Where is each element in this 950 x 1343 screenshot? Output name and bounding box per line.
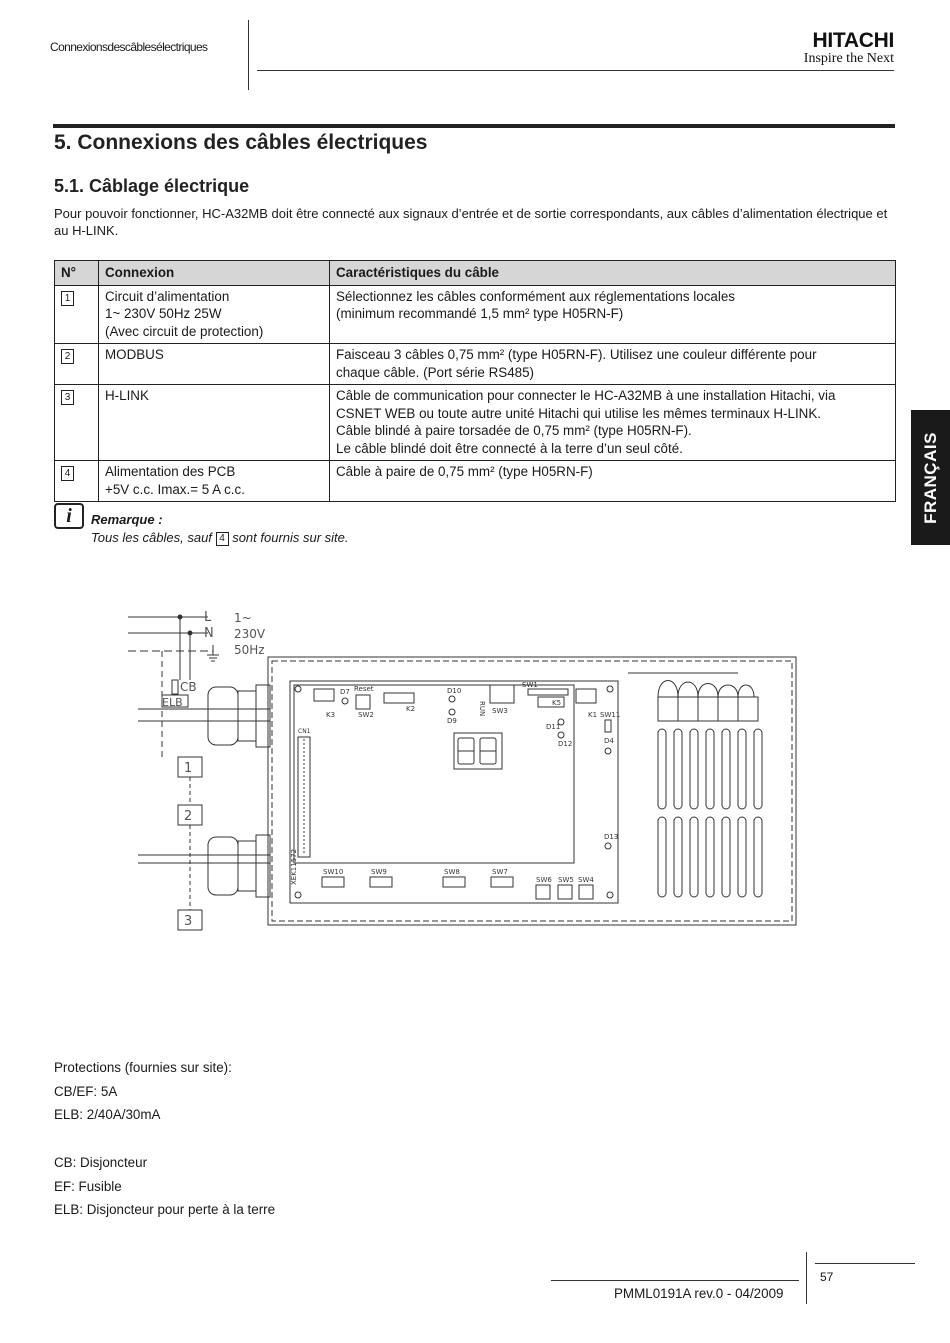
document-reference: PMML0191A rev.0 - 04/2009 — [614, 1286, 784, 1301]
label-sw3: SW3 — [492, 707, 508, 715]
cable-spec-cell — [330, 461, 896, 502]
switch-sw11 — [605, 720, 611, 732]
label-sw8: SW8 — [444, 868, 460, 876]
table-header-row — [55, 261, 896, 286]
dip-switch-sw9 — [370, 877, 392, 887]
connexion-cell — [99, 385, 330, 461]
led-d11 — [558, 719, 564, 725]
reset-button — [356, 695, 370, 709]
wiring-diagram — [118, 605, 808, 935]
cable-num-1: 1 — [184, 761, 193, 776]
table-row — [55, 285, 896, 344]
led-d7 — [342, 698, 348, 704]
boxed-number: 4 — [216, 532, 229, 546]
label-k5: K5 — [552, 699, 562, 707]
connexion-cell — [99, 285, 330, 344]
hitachi-logo — [776, 30, 894, 67]
row-number-cell — [55, 285, 99, 344]
protection-item: ELB: 2/40A/30mA — [54, 1107, 161, 1122]
cable-table — [54, 260, 896, 502]
breaker-label-cb: CB — [180, 680, 197, 694]
section-heading: 5. Connexions des câbles électriques — [54, 131, 428, 154]
footer-rule-right — [815, 1263, 915, 1264]
cable-spec-cell — [330, 385, 896, 461]
switch-sw3 — [490, 685, 514, 703]
section-rule — [53, 124, 895, 128]
cell-line: Le câble blindé doit être connecté à la terre d’un seul côté. — [336, 440, 683, 456]
label-d10: D10 — [447, 687, 462, 695]
cell-line: Sélectionnez les câbles conformément aux réglementations locales — [336, 288, 735, 304]
supply-label-n: N — [204, 626, 214, 641]
switch-sw1 — [528, 689, 568, 695]
table-row — [55, 385, 896, 461]
cable-spec-cell — [330, 344, 896, 385]
breaker-cb-icon — [172, 680, 178, 694]
protection-item: CB/EF: 5A — [54, 1084, 118, 1099]
cell-line: CSNET WEB ou toute autre unité Hitachi qui utilise les mêmes terminaux H-LINK. — [336, 405, 821, 421]
cell-line: (minimum recommandé 1,5 mm² type H05RN-F) — [336, 306, 624, 321]
label-sw7: SW7 — [492, 868, 508, 876]
label-sw6: SW6 — [536, 876, 552, 884]
label-k1: K1 — [588, 711, 598, 719]
cable-spec-cell — [330, 285, 896, 344]
cell-line: Alimentation des PCB — [105, 464, 236, 479]
column-header: Caractéristiques du câble — [330, 261, 896, 286]
dip-switch-sw7 — [491, 877, 513, 887]
cell-line: 1~ 230V 50Hz 25W — [105, 306, 222, 321]
push-button-sw5 — [558, 885, 572, 899]
row-number-cell — [55, 385, 99, 461]
push-button-sw4 — [579, 885, 593, 899]
legend-item: CB: Disjoncteur — [54, 1155, 148, 1170]
logo-brand: HITACHI — [812, 29, 894, 52]
column-header: N° — [55, 261, 99, 286]
boxed-number: 2 — [61, 349, 74, 364]
label-sw11: SW11 — [600, 711, 621, 719]
footer-rule — [551, 1280, 799, 1281]
legend-item: EF: Fusible — [54, 1179, 122, 1194]
supply-label-l: L — [204, 610, 212, 625]
intro-paragraph: Pour pouvoir fonctionner, HC-A32MB doit être connecté aux signaux d’entrée et de sortie correspondants, aux câbles d’alimentation électrique et au H-LINK. — [54, 206, 888, 238]
label-k2: K2 — [406, 705, 416, 713]
remark-text — [91, 530, 349, 546]
label-k3: K3 — [326, 711, 336, 719]
junction-dot — [188, 631, 192, 635]
label-d7: D7 — [340, 688, 350, 696]
ventilation-grille — [658, 729, 762, 897]
label-reset: Reset — [354, 685, 374, 693]
cell-line: (Avec circuit de protection) — [105, 323, 264, 339]
cell-line: chaque câble. (Port série RS485) — [336, 364, 534, 380]
supply-spec-freq: 50Hz — [234, 643, 265, 657]
boxed-number: 1 — [61, 291, 74, 306]
label-sw10: SW10 — [323, 868, 344, 876]
cable-gland-lower — [138, 835, 270, 897]
cell-line: Câble blindé à paire torsadée de 0,75 mm² (type H05RN-F). — [336, 423, 692, 438]
junction-dot — [178, 615, 182, 619]
row-number-cell — [55, 344, 99, 385]
label-d4: D4 — [604, 737, 614, 745]
cell-line: MODBUS — [105, 347, 164, 362]
page-number: 57 — [820, 1270, 834, 1284]
boxed-number: 3 — [61, 390, 74, 405]
cell-line: Câble de communication pour connecter le HC-A32MB à une installation Hitachi, via — [336, 388, 836, 403]
header-rule — [257, 70, 894, 71]
connector-k2 — [384, 693, 414, 703]
cable-gland-upper — [138, 685, 270, 747]
label-sw4: SW4 — [578, 876, 594, 884]
language-tab — [911, 410, 950, 545]
header-divider — [248, 20, 249, 90]
table-row — [55, 461, 896, 502]
label-sw2: SW2 — [358, 711, 374, 719]
label-sw5: SW5 — [558, 876, 574, 884]
label-d12: D12 — [558, 740, 573, 748]
boxed-number: 4 — [61, 466, 74, 481]
running-header-title: Connexionsdescâblesélectriques — [50, 40, 208, 54]
cell-line: Faisceau 3 câbles 0,75 mm² (type H05RN-F). Utilisez une couleur différente pour — [336, 347, 817, 362]
row-number-cell — [55, 461, 99, 502]
connexion-cell — [99, 461, 330, 502]
dip-switch-sw10 — [322, 877, 344, 887]
table-row — [55, 344, 896, 385]
remark-text-after: sont fournis sur site. — [232, 530, 349, 545]
cell-line: Câble à paire de 0,75 mm² (type H05RN-F) — [336, 464, 593, 479]
led-d10 — [449, 696, 455, 702]
connexion-cell — [99, 344, 330, 385]
led-d12 — [558, 732, 564, 738]
dip-switch-sw8 — [443, 877, 465, 887]
logo-tagline: Inspire the Next — [803, 51, 894, 66]
cable-num-2: 2 — [184, 809, 193, 824]
remark-title: Remarque : — [91, 512, 163, 527]
label-cn1: CN1 — [298, 728, 311, 735]
led-d4 — [605, 748, 611, 754]
led-d13 — [605, 843, 611, 849]
cable-num-3: 3 — [184, 914, 193, 929]
supply-spec-phase: 1~ — [234, 611, 252, 625]
label-d13: D13 — [604, 833, 619, 841]
label-run: RUN — [478, 701, 486, 717]
label-board-id: XEK11572 — [290, 848, 298, 885]
language-tab-label: FRANÇAIS — [920, 431, 940, 524]
led-d9 — [449, 709, 455, 715]
label-sw1: SW1 — [522, 681, 538, 689]
remark-text-before: Tous les câbles, sauf — [91, 530, 212, 545]
info-icon: i — [54, 503, 84, 529]
subsection-heading: 5.1. Câblage électrique — [54, 176, 250, 196]
protections-title: Protections (fournies sur site): — [54, 1060, 232, 1075]
push-button-sw6 — [536, 885, 550, 899]
breaker-label-elb: ELB — [162, 696, 183, 709]
cell-line: H-LINK — [105, 388, 149, 403]
footer-divider — [806, 1252, 807, 1304]
pcb-daughter-board — [294, 685, 574, 863]
legend-item: ELB: Disjoncteur pour perte à la terre — [54, 1202, 276, 1217]
label-d11: D11 — [546, 723, 561, 731]
connector-k1 — [576, 689, 596, 703]
label-d9: D9 — [447, 717, 457, 725]
seven-segment-display — [454, 733, 502, 769]
cell-line: Circuit d’alimentation — [105, 288, 230, 304]
terminal-block — [628, 673, 758, 721]
supply-spec-voltage: 230V — [234, 627, 266, 641]
label-sw9: SW9 — [371, 868, 387, 876]
column-header: Connexion — [99, 261, 330, 286]
connector-k3 — [314, 689, 334, 701]
cell-line: +5V c.c. Imax.= 5 A c.c. — [105, 481, 245, 497]
